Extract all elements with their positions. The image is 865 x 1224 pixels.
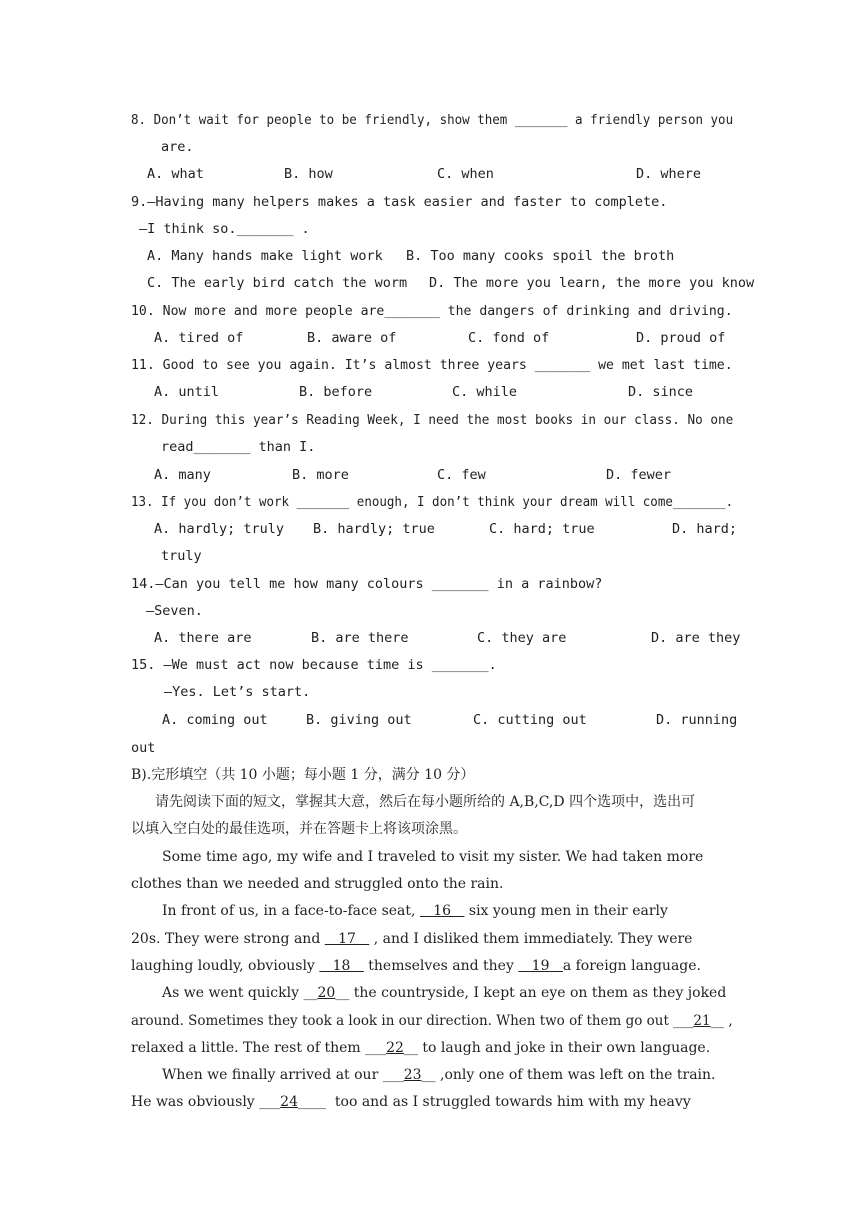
q10-option-a: A. tired of xyxy=(154,330,244,346)
blank-24: 24 xyxy=(280,1094,298,1110)
q13-option-b: B. hardly; true xyxy=(313,521,435,537)
q13-option-d-cont: truly xyxy=(161,548,202,564)
passage-text: relaxed a little. The rest of them ___ xyxy=(131,1040,387,1056)
blank-17: 17 xyxy=(324,931,370,947)
passage-text: __ to laugh and joke in their own language. xyxy=(403,1040,711,1056)
q11-option-d: D. since xyxy=(628,384,694,400)
q12-option-d: D. fewer xyxy=(606,467,672,483)
q10-option-b: B. aware of xyxy=(307,330,397,346)
q8-stem-cont: are. xyxy=(161,139,194,155)
q12-option-c: C. few xyxy=(437,467,486,483)
section-b-instruction-cont: 以填入空白处的最佳选项，并在答题卡上将该项涂黑。 xyxy=(131,821,467,837)
blank-20: 20 xyxy=(317,985,336,1001)
q12-option-a: A. many xyxy=(154,467,211,483)
q10-option-c: C. fond of xyxy=(468,330,550,346)
passage-text: He was obviously ___ xyxy=(131,1094,281,1110)
q11-option-a: A. until xyxy=(154,384,220,400)
q9-option-c: C. The early bird catch the worm xyxy=(147,275,408,291)
q8-stem: 8. Don’t wait for people to be friendly, show them _______ a friendly person you xyxy=(131,112,734,128)
passage-text: In front of us, in a face-to-face seat, xyxy=(162,903,420,919)
q8-option-a: A. what xyxy=(147,166,204,182)
passage-text: a foreign language. xyxy=(562,958,701,974)
q11-option-c: C. while xyxy=(452,384,518,400)
q13-option-a: A. hardly; truly xyxy=(154,521,285,537)
q9-option-a: A. Many hands make light work xyxy=(147,248,383,264)
q13-option-c: C. hard; true xyxy=(489,521,595,537)
blank-16: 16 xyxy=(419,903,465,919)
q11-stem: 11. Good to see you again. It’s almost three years _______ we met last time. xyxy=(131,357,733,373)
blank-23: 23 xyxy=(403,1067,422,1083)
passage-line xyxy=(162,984,726,1002)
passage-text: themselves and they xyxy=(363,958,519,974)
section-b-instruction: 请先阅读下面的短文，掌握其大意，然后在每小题所给的 A,B,C,D 四个选项中，选出可 xyxy=(155,794,696,810)
q15-option-b: B. giving out xyxy=(306,712,412,728)
passage-text: around. Sometimes they took a look in our direction. When two of them go out ___ xyxy=(131,1013,694,1029)
q10-stem: 10. Now more and more people are_______ the dangers of drinking and driving. xyxy=(131,303,733,319)
passage-text: ____ too and as I struggled towards him with my heavy xyxy=(297,1094,691,1110)
passage-line xyxy=(131,930,692,948)
q14-option-b: B. are there xyxy=(311,630,409,646)
q15-stem-cont: —Yes. Let’s start. xyxy=(164,684,311,700)
q9-option-d: D. The more you learn, the more you know xyxy=(429,275,755,291)
q14-stem: 14.—Can you tell me how many colours _______ in a rainbow? xyxy=(131,576,603,592)
passage-line xyxy=(162,902,668,920)
blank-22: 22 xyxy=(386,1040,404,1056)
q15-option-c: C. cutting out xyxy=(473,712,587,728)
passage-line: clothes than we needed and struggled onto the rain. xyxy=(131,876,504,892)
blank-19: 19 xyxy=(518,958,563,974)
q13-stem: 13. If you don’t work _______ enough, I don’t think your dream will come_______. xyxy=(131,494,734,510)
passage-text: As we went quickly __ xyxy=(162,985,318,1001)
passage-text: __ ,only one of them was left on the train. xyxy=(421,1067,716,1083)
passage-text: six young men in their early xyxy=(464,903,668,919)
passage-line xyxy=(131,1012,733,1030)
passage-text: When we finally arrived at our ___ xyxy=(162,1067,404,1083)
q9-stem-cont: —I think so._______ . xyxy=(139,221,310,237)
q13-option-d: D. hard; xyxy=(672,521,738,537)
q11-option-b: B. before xyxy=(299,384,373,400)
blank-18: 18 xyxy=(319,958,364,974)
passage-line xyxy=(131,1093,691,1111)
passage-text: 20s. They were strong and xyxy=(131,931,325,947)
q14-option-c: C. they are xyxy=(477,630,567,646)
q15-stem: 15. —We must act now because time is _______. xyxy=(131,657,497,673)
q8-option-b: B. how xyxy=(284,166,333,182)
q12-stem: 12. During this year’s Reading Week, I need the most books in our class. No one xyxy=(131,412,734,428)
q14-option-d: D. are they xyxy=(651,630,741,646)
passage-line xyxy=(162,1066,716,1084)
q15-option-d: D. running xyxy=(656,712,738,728)
q15-option-a: A. coming out xyxy=(162,712,268,728)
q15-option-d-cont: out xyxy=(131,740,156,756)
passage-line xyxy=(131,957,701,975)
passage-text: __ the countryside, I kept an eye on them as they joked xyxy=(335,985,727,1001)
q8-option-c: C. when xyxy=(437,166,494,182)
q10-option-d: D. proud of xyxy=(636,330,726,346)
section-b-heading: B).完形填空（共 10 小题；每小题 1 分，满分 10 分） xyxy=(131,767,475,783)
passage-line xyxy=(131,1039,710,1057)
passage-text: __ , xyxy=(710,1013,733,1029)
q12-stem-cont: read_______ than I. xyxy=(161,439,316,455)
q12-option-b: B. more xyxy=(292,467,349,483)
passage-text: , and I disliked them immediately. They were xyxy=(369,931,693,947)
blank-21: 21 xyxy=(693,1013,711,1029)
q14-option-a: A. there are xyxy=(154,630,252,646)
q8-option-d: D. where xyxy=(636,166,702,182)
passage-text: laughing loudly, obviously xyxy=(131,958,320,974)
passage-line: Some time ago, my wife and I traveled to visit my sister. We had taken more xyxy=(162,849,704,865)
q14-stem-cont: —Seven. xyxy=(146,603,203,619)
q9-stem: 9.—Having many helpers makes a task easier and faster to complete. xyxy=(131,194,668,210)
q9-option-b: B. Too many cooks spoil the broth xyxy=(406,248,675,264)
